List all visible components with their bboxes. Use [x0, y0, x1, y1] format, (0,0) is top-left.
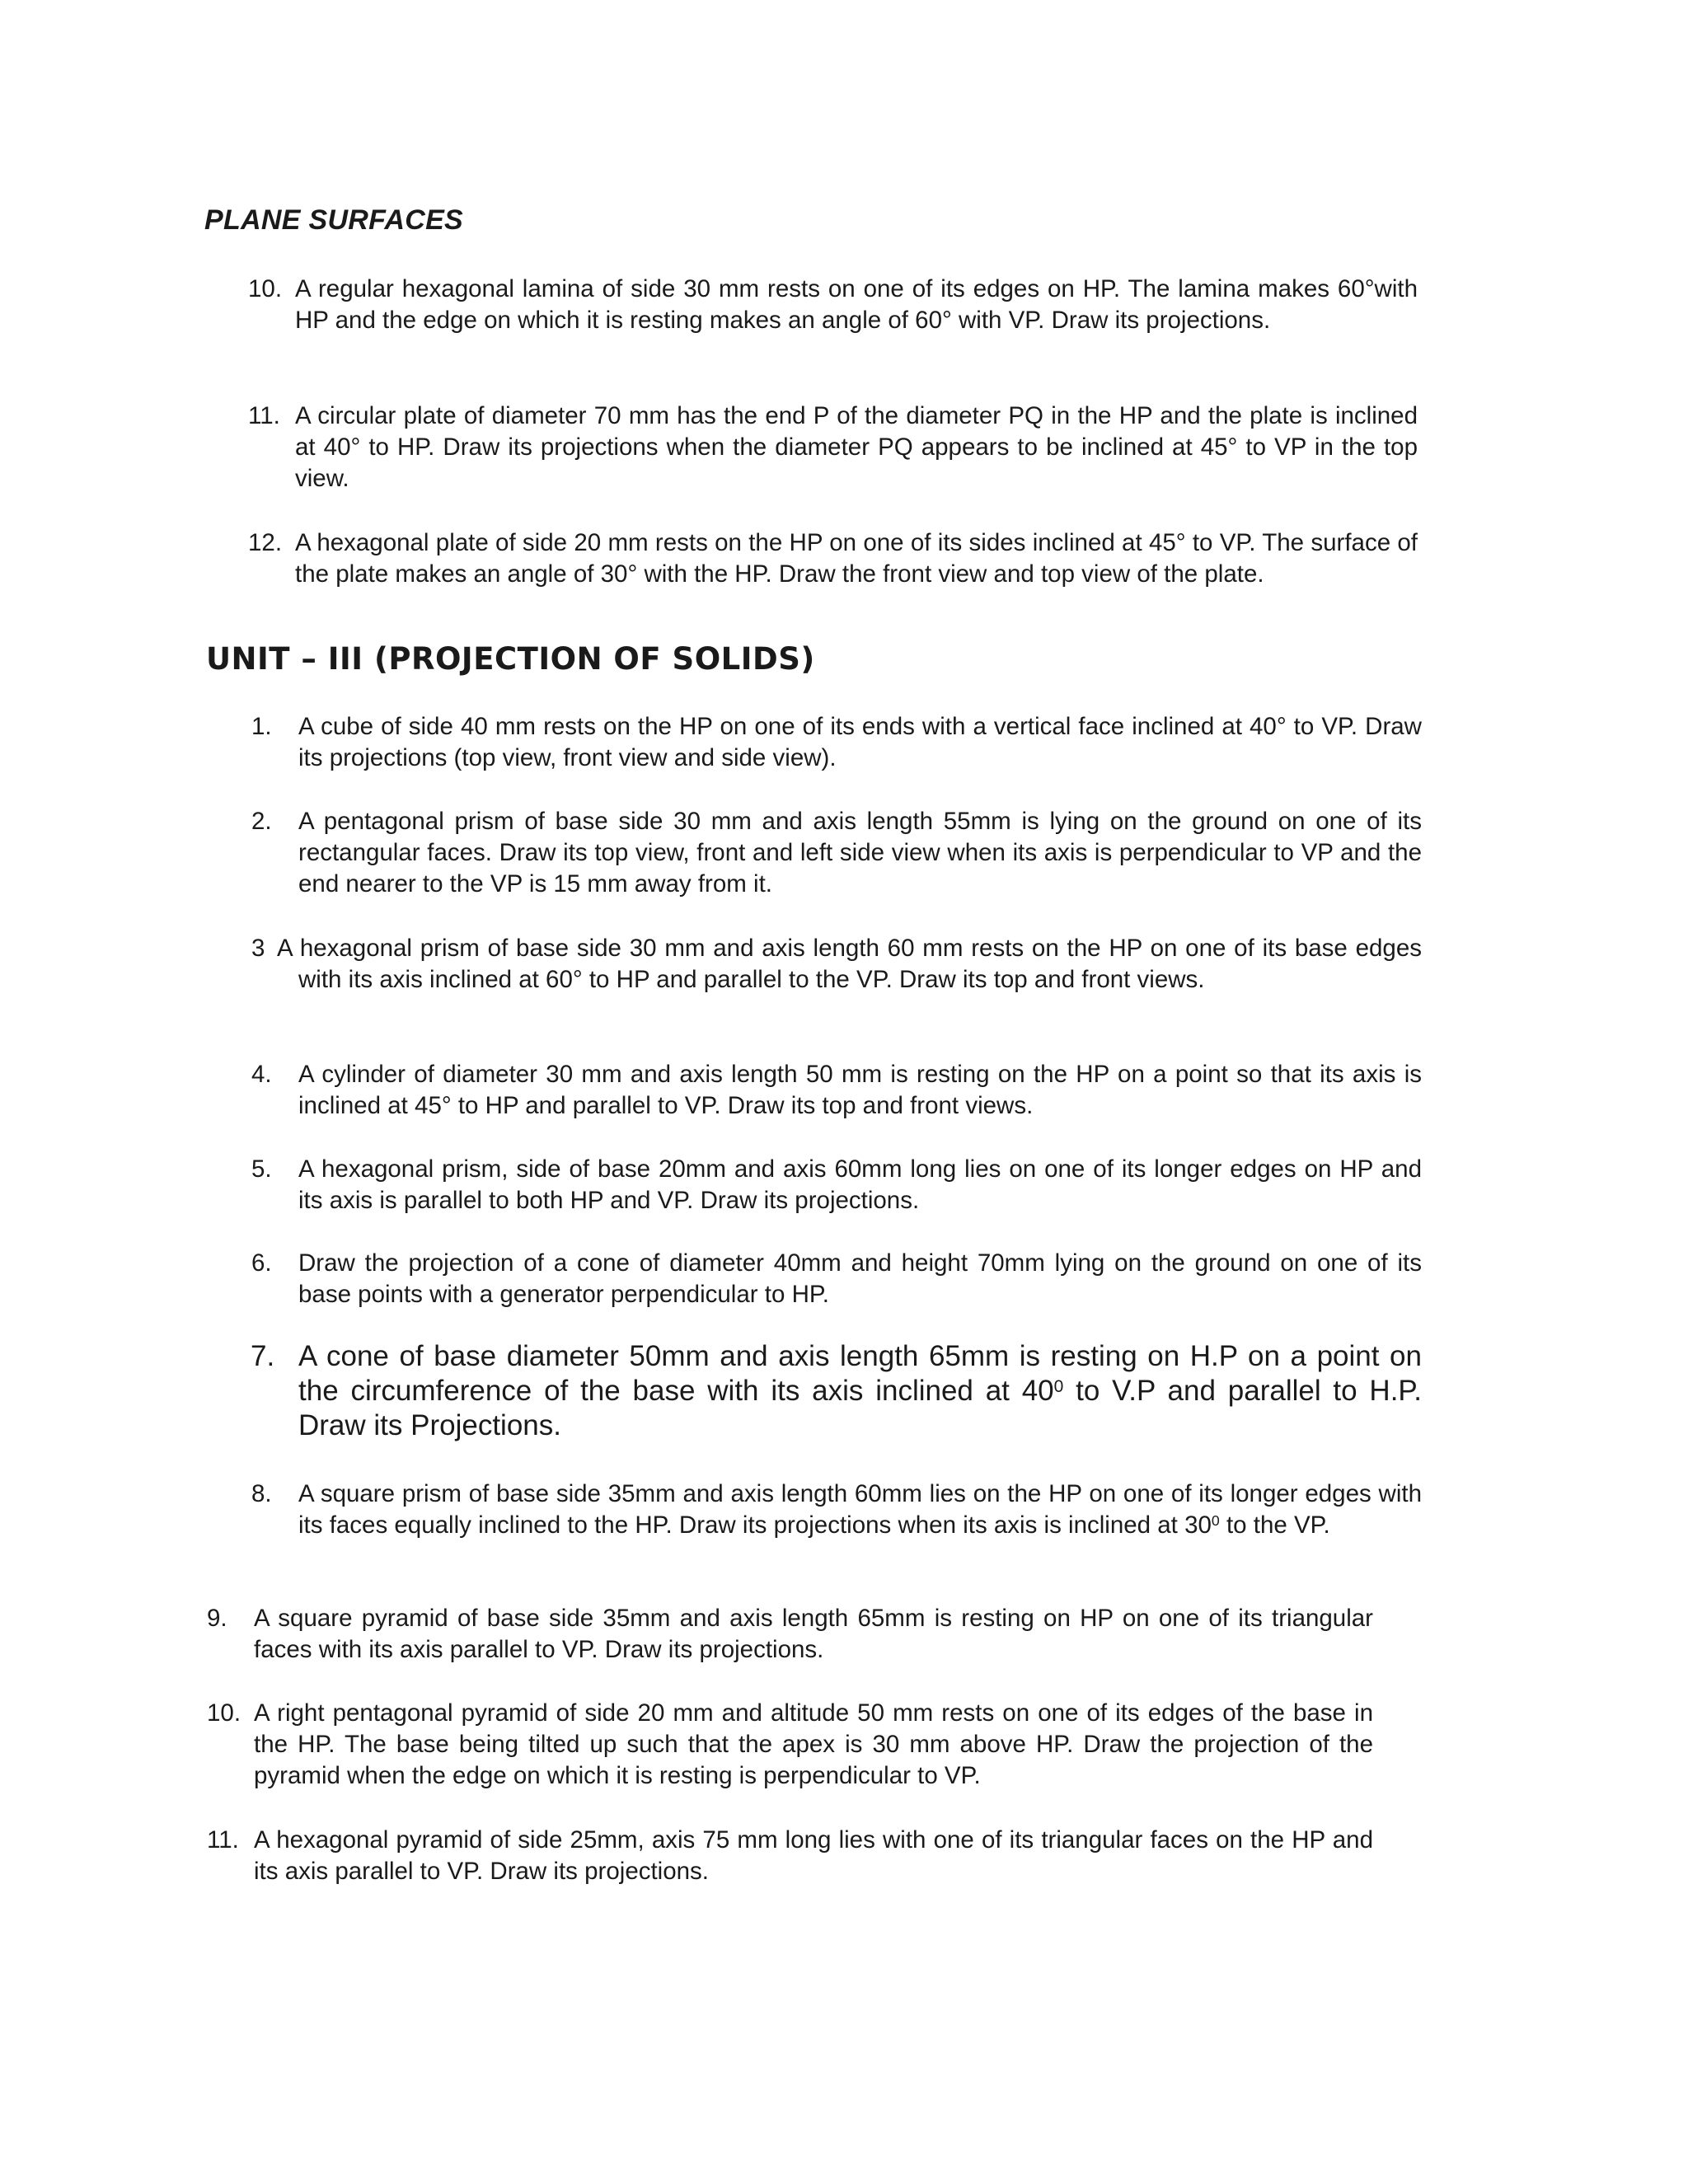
question-text: A circular plate of diameter 70 mm has the end P of the diameter PQ in the HP and the plate is inclined at 40° to HP. Draw its projections when the diameter PQ appears to be inclined at 45° to VP in the top view. — [295, 402, 1418, 492]
question-number: 10. — [207, 1699, 241, 1727]
question-text: A hexagonal pyramid of side 25mm, axis 75 mm long lies with one of its triangular faces on the HP and its axis parallel to VP. Draw its projections. — [254, 1826, 1373, 1885]
unit-heading: UNIT – III (PROJECTION OF SOLIDS) — [206, 641, 815, 677]
question-number: 11. — [248, 402, 280, 429]
question-text: A cube of side 40 mm rests on the HP on one of its ends with a vertical face inclined at 40° to VP. Draw its projections (top view, front view and side view). — [298, 713, 1422, 771]
question-number: 11. — [207, 1826, 239, 1854]
question-number: 9. — [207, 1605, 227, 1632]
question-number: 12. — [248, 529, 283, 556]
question-solid-7 — [251, 1339, 1422, 1443]
question-plane-11 — [248, 401, 1418, 494]
question-number: 10. — [248, 275, 283, 302]
question-solid-3 — [251, 933, 1422, 996]
section-heading-plane-surfaces: PLANE SURFACES — [204, 204, 464, 236]
question-text: A pentagonal prism of base side 30 mm and axis length 55mm is lying on the ground on one of its rectangular faces. Draw its top view, front and left side view when its axis is perpendicular to VP and the end nearer to the VP is 15 mm away from it. — [298, 808, 1422, 898]
question-text — [298, 1339, 1422, 1443]
question-text: A hexagonal prism, side of base 20mm and axis 60mm long lies on one of its longer edges on HP and its axis is parallel to both HP and VP. Draw its projections. — [298, 1155, 1422, 1214]
question-number: 5. — [251, 1155, 272, 1183]
question-solid-8 — [251, 1479, 1422, 1541]
question-text: A cylinder of diameter 30 mm and axis length 50 mm is resting on the HP on a point so that its axis is inclined at 45° to HP and parallel to VP. Draw its top and front views. — [298, 1061, 1422, 1119]
question-number: 1. — [251, 713, 272, 740]
question-solid-6 — [251, 1248, 1422, 1310]
question-text: A hexagonal plate of side 20 mm rests on the HP on one of its sides inclined at 45° to VP. The surface of the plate makes an angle of 30° with the HP. Draw the front view and top view of the plate. — [295, 529, 1418, 588]
degree-superscript: 0 — [1053, 1376, 1064, 1396]
question-number: 7. — [251, 1340, 275, 1372]
question-number: 4. — [251, 1061, 272, 1088]
question-solid-1 — [251, 711, 1422, 774]
question-text: A hexagonal prism of base side 30 mm and axis length 60 mm rests on the HP on one of its base edges with its axis inclined at 60° to HP and parallel to the VP. Draw its top and front views. — [277, 935, 1422, 993]
question-solid-10 — [207, 1698, 1373, 1792]
degree-superscript: 0 — [1211, 1512, 1220, 1530]
question-solid-9 — [207, 1603, 1373, 1666]
question-text-part: to V.P and parallel to H.P. Draw its Projections. — [298, 1375, 1422, 1441]
question-text: A right pentagonal pyramid of side 20 mm and altitude 50 mm rests on one of its edges of the base in the HP. The base being tilted up such that the apex is 30 mm above HP. Draw the projection of the pyramid when the edge on which it is resting is perpendicular to VP. — [254, 1699, 1373, 1789]
question-solid-4 — [251, 1059, 1422, 1122]
question-text: A regular hexagonal lamina of side 30 mm rests on one of its edges on HP. The lamina makes 60°with HP and the edge on which it is resting makes an angle of 60° with VP. Draw its projections. — [295, 275, 1418, 334]
question-text-part: A cone of base diameter 50mm and axis length 65mm is resting on H.P on a point on the circumference of the base with its axis inclined at 40 — [298, 1340, 1422, 1407]
question-text — [298, 1479, 1422, 1541]
question-number: 8. — [251, 1480, 272, 1507]
question-text: A square pyramid of base side 35mm and axis length 65mm is resting on HP on one of its triangular faces with its axis parallel to VP. Draw its projections. — [254, 1605, 1373, 1663]
question-solid-5 — [251, 1154, 1422, 1216]
question-text: Draw the projection of a cone of diameter 40mm and height 70mm lying on the ground on one of its base points with a generator perpendicular to HP. — [298, 1249, 1422, 1308]
question-number: 6. — [251, 1249, 272, 1277]
question-text-part: to the VP. — [1219, 1511, 1330, 1539]
question-number: 3 — [251, 935, 265, 962]
question-text-part: A square prism of base side 35mm and axis length 60mm lies on the HP on one of its longer edges with its faces equally inclined to the HP. Draw its projections when its axis is inclined at 30 — [298, 1480, 1422, 1539]
question-solid-2 — [251, 806, 1422, 900]
question-plane-12 — [248, 527, 1418, 590]
question-number: 2. — [251, 808, 272, 835]
question-plane-10 — [248, 274, 1418, 336]
question-solid-11 — [207, 1825, 1373, 1887]
